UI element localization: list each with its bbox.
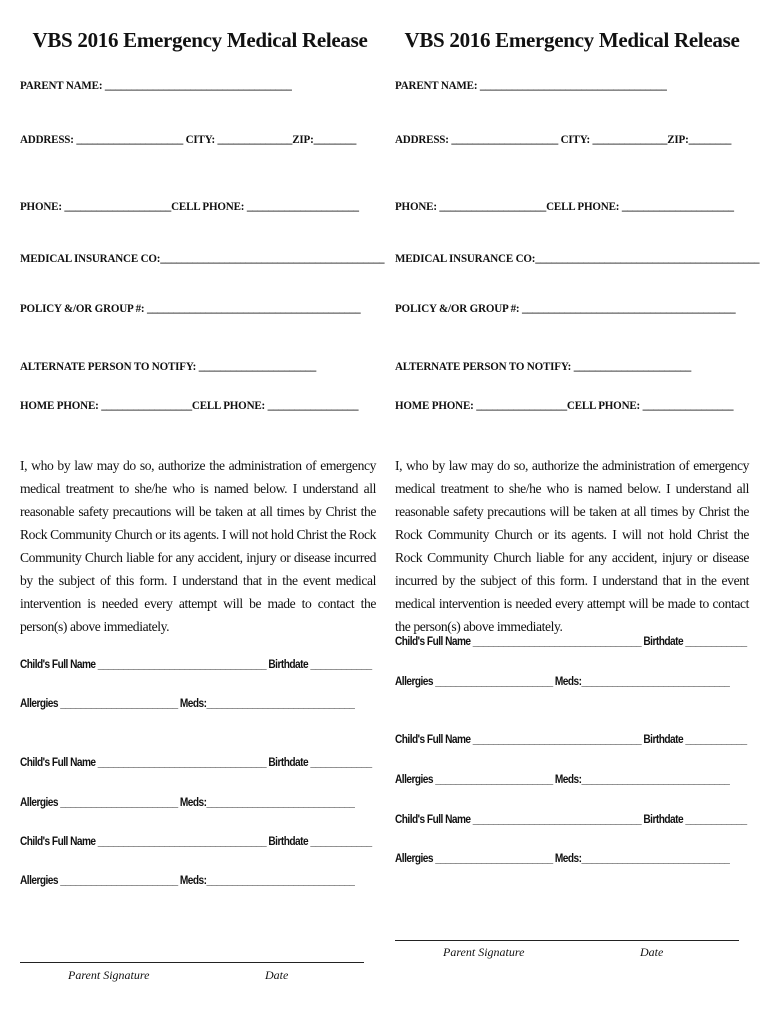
parent-signature-label: Parent Signature — [68, 968, 150, 982]
child-name-field[interactable]: Child's Full Name _________________________________ Birthdate ____________ — [395, 636, 747, 648]
child-name-field[interactable]: Child's Full Name _________________________________ Birthdate ____________ — [395, 734, 747, 746]
address-field[interactable]: ADDRESS: ____________________ CITY: ______________ZIP:________ — [20, 132, 357, 146]
home-phone-field[interactable]: HOME PHONE: _________________CELL PHONE: _________________ — [20, 398, 359, 412]
date-label: Date — [265, 968, 289, 982]
signature-line[interactable] — [20, 962, 364, 963]
alternate-person-field[interactable]: ALTERNATE PERSON TO NOTIFY: ______________________ — [395, 359, 692, 373]
phone-field[interactable]: PHONE: ____________________CELL PHONE: _____________________ — [20, 199, 359, 213]
date-label: Date — [640, 945, 664, 959]
policy-field[interactable]: POLICY &/OR GROUP #: ________________________________________ — [395, 301, 736, 315]
authorization-paragraph: I, who by law may do so, authorize the administration of emergency medical treatment to she/he who is named below. I understand all reasonable safety precautions will be taken at all times by Christ the Rock Community Church or its agents. I will not hold Christ the Rock Community Church liable for any accident, injury or disease incurred by the subject of this form. I understand that in the event medical intervention is needed every attempt will be made to contact the person(s) above immediately. — [20, 458, 376, 634]
signature-line[interactable] — [395, 940, 739, 941]
authorization-paragraph: I, who by law may do so, authorize the administration of emergency medical treatment to she/he who is named below. I understand all reasonable safety precautions will be taken at all times by Christ the Rock Community Church or its agents. I will not hold Christ the Rock Community Church liable for any accident, injury or disease incurred by the subject of this form. I understand that in the event medical intervention is needed every attempt will be made to contact the person(s) above immediately. — [395, 458, 749, 634]
child-name-field[interactable]: Child's Full Name _________________________________ Birthdate ____________ — [20, 836, 372, 848]
home-phone-field[interactable]: HOME PHONE: _________________CELL PHONE: _________________ — [395, 398, 734, 412]
form-title: VBS 2016 Emergency Medical Release — [32, 28, 368, 52]
allergies-meds-field[interactable]: Allergies _______________________ Meds:_____________________________ — [395, 676, 730, 688]
child-name-field[interactable]: Child's Full Name _________________________________ Birthdate ____________ — [20, 757, 372, 769]
allergies-meds-field[interactable]: Allergies _______________________ Meds:_____________________________ — [20, 797, 355, 809]
address-field[interactable]: ADDRESS: ____________________ CITY: ______________ZIP:________ — [395, 132, 732, 146]
allergies-meds-field[interactable]: Allergies _______________________ Meds:_____________________________ — [395, 853, 730, 865]
parent-signature-label: Parent Signature — [443, 945, 525, 959]
allergies-meds-field[interactable]: Allergies _______________________ Meds:_____________________________ — [20, 875, 355, 887]
child-name-field[interactable]: Child's Full Name _________________________________ Birthdate ____________ — [395, 814, 747, 826]
left-form — [20, 0, 385, 1024]
policy-field[interactable]: POLICY &/OR GROUP #: ________________________________________ — [20, 301, 361, 315]
right-form — [395, 0, 760, 1024]
alternate-person-field[interactable]: ALTERNATE PERSON TO NOTIFY: ______________________ — [20, 359, 317, 373]
form-title: VBS 2016 Emergency Medical Release — [404, 28, 740, 52]
child-name-field[interactable]: Child's Full Name _________________________________ Birthdate ____________ — [20, 659, 372, 671]
phone-field[interactable]: PHONE: ____________________CELL PHONE: _____________________ — [395, 199, 734, 213]
insurance-field[interactable]: MEDICAL INSURANCE CO:__________________________________________ — [20, 251, 385, 265]
allergies-meds-field[interactable]: Allergies _______________________ Meds:_____________________________ — [20, 698, 355, 710]
insurance-field[interactable]: MEDICAL INSURANCE CO:__________________________________________ — [395, 251, 760, 265]
parent-name-field[interactable]: PARENT NAME: ___________________________________ — [395, 78, 667, 92]
allergies-meds-field[interactable]: Allergies _______________________ Meds:_____________________________ — [395, 774, 730, 786]
parent-name-field[interactable]: PARENT NAME: ___________________________________ — [20, 78, 292, 92]
